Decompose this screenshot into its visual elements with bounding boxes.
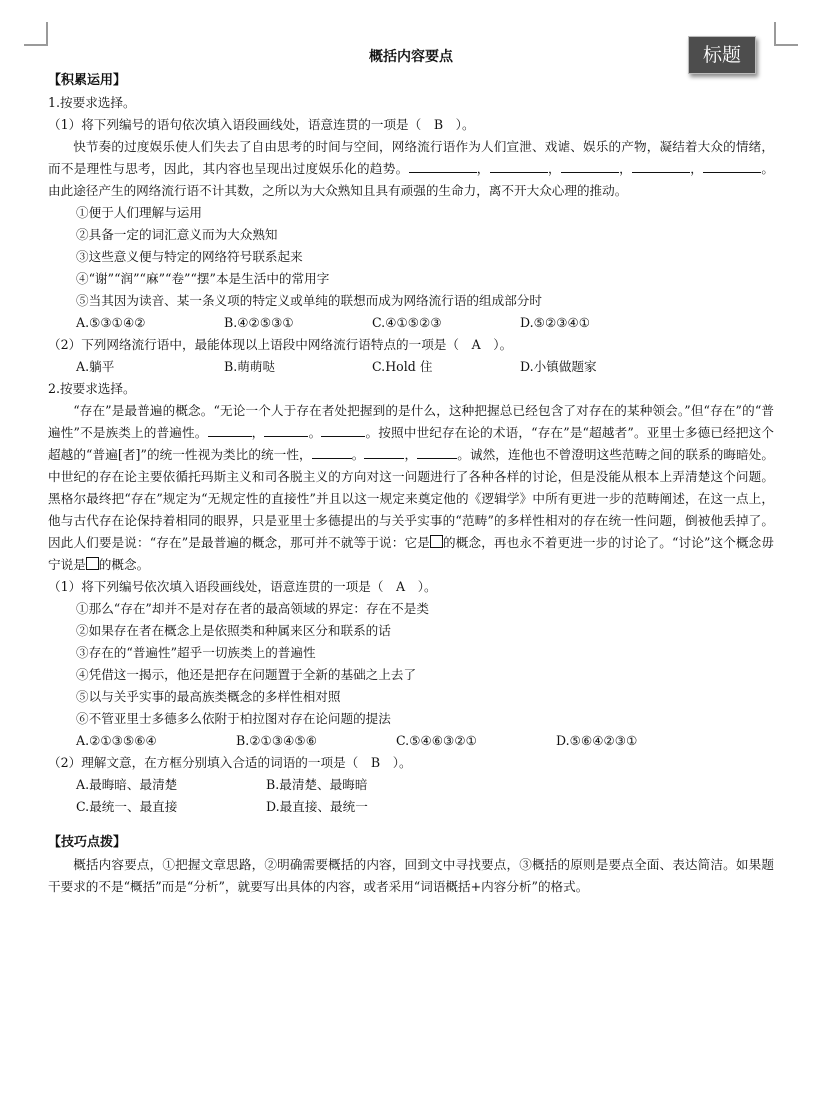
answer-blank xyxy=(490,158,548,173)
document-title: 概括内容要点 xyxy=(369,49,453,65)
question-2-sub-2: （2）理解文意，在方框分别填入合适的词语的一项是（ B ）。 xyxy=(48,755,412,770)
question-2-options-1 xyxy=(48,730,774,752)
passage-text-1: “存在”是最普遍的概念。“无论一个人于存在者处把握到的是什么，这种把握总已经包含了对存在的某种领会。”但“存在”的“普遍性”不是族类上的普遍性。 xyxy=(48,403,774,440)
answer-blank xyxy=(364,444,404,459)
sentence-item: ④“谢”“润”“麻”“卷”“摆”本是生活中的常用字 xyxy=(76,271,330,286)
sentence-item: ①便于人们理解与运用 xyxy=(76,205,202,220)
question-2-label: 2.按要求选择。 xyxy=(48,381,136,396)
option-b: B.最清楚、最晦暗 xyxy=(266,777,368,792)
sentence-item: ⑤以与关乎实事的最高族类概念的多样性相对照 xyxy=(76,689,341,704)
option-c: C.Hold 住 xyxy=(372,359,433,374)
option-b: B.萌萌哒 xyxy=(224,359,276,374)
option-a: A.最晦暗、最清楚 xyxy=(76,777,178,792)
title-tag-badge[interactable]: 标题 xyxy=(688,36,756,74)
answer-blank xyxy=(703,158,761,173)
option-a: A.躺平 xyxy=(76,359,115,374)
section-heading-tips: 【技巧点拨】 xyxy=(48,835,127,850)
option-c: C.④①⑤②③ xyxy=(372,315,442,330)
answer-blank xyxy=(321,422,365,437)
answer-blank xyxy=(561,158,619,173)
option-d: D.最直接、最统一 xyxy=(266,799,368,814)
question-1-passage: 快节奏的过度娱乐使人们失去了自由思考的时间与空间，网络流行语作为人们宣泄、戏谑、娱乐的产物，凝结着大众的情绪，而不是理性与思考，因此，其内容也呈现出过度娱乐化的趋势。 ， ， ， ， 。由此途径产生的网络流行语不计其数，之所以为大众熟知且具有顽强的生命力，离不开大众心理的推动。 xyxy=(48,139,774,198)
option-d: D.小镇做题家 xyxy=(520,359,597,374)
question-1-options-2 xyxy=(48,356,774,378)
answer-blank xyxy=(417,444,457,459)
answer-blank xyxy=(264,422,308,437)
passage-text-2: 。按照中世纪存在论的术语，“存在”是“超越者”。亚里士多德已经把这个超越的“普遍[者]”的统一性视为类比的统一性， xyxy=(48,425,774,462)
sentence-item: ①那么“存在”却并不是对存在者的最高领域的界定：存在不是类 xyxy=(76,601,429,616)
answer-box xyxy=(430,535,443,548)
question-1-sub-1: （1）将下列编号的语句依次填入语段画线处，语意连贯的一项是（ B ）。 xyxy=(48,117,475,132)
answer-blank xyxy=(409,158,477,173)
passage-text-5: 的概念。 xyxy=(98,557,150,572)
sentence-item: ③这些意义便与特定的网络符号联系起来 xyxy=(76,249,303,264)
passage-text-b: 。由此途径产生的网络流行语不计其数，之所以为大众熟知且具有顽强的生命力，离不开大众心理的推动。 xyxy=(48,161,774,198)
question-1-options-1 xyxy=(48,312,774,334)
question-2-options-2-row-2 xyxy=(48,796,774,818)
option-b: B.④②⑤③① xyxy=(224,315,294,330)
passage-text-a: 快节奏的过度娱乐使人们失去了自由思考的时间与空间，网络流行语作为人们宣泄、戏谑、娱乐的产物，凝结着大众的情绪，而不是理性与思考，因此，其内容也呈现出过度娱乐化的趋势。 xyxy=(48,139,774,176)
corner-mark-top-right xyxy=(774,22,798,46)
answer-blank xyxy=(312,444,352,459)
sentence-item: ②具备一定的词汇意义而为大众熟知 xyxy=(76,227,278,242)
answer-box xyxy=(86,557,99,570)
tips-paragraph: 概括内容要点，①把握文章思路，②明确需要概括的内容，回到文中寻找要点，③概括的原则是要点全面、表达简洁。如果题干要求的不是“概括”而是“分析”，就要写出具体的内容，或者采用“词语概括+内容分析”的格式。 xyxy=(48,857,774,894)
sentence-item: ④凭借这一揭示，他还是把存在问题置于全新的基础之上去了 xyxy=(76,667,417,682)
option-d: D.⑤②③④① xyxy=(520,315,591,330)
sentence-item: ⑤当其因为读音、某一条义项的特定义或单纯的联想而成为网络流行语的组成部分时 xyxy=(76,293,542,308)
passage-text-3: 诚然，连他也不曾澄明这些范畴之间的联系的晦暗处。中世纪的存在论主要依循托玛斯主义和司各脱主义的方向对这一问题进行了各种各样的讨论，但是没能从根本上弄清楚这个问题。黑格尔最终把“存在”规定为“无规定性的直接性”并且以这一规定来奠定他的《逻辑学》中所有更进一步的范畴阐述，在这一点上，他与古代存在论保持着相同的眼界，只是亚里士多德提出的与关乎实事的“范畴”的多样性相对的存在统一性问题，倒被他丢掉了。因此人们要是说：“存在”是最普遍的概念，那可并不就等于说：它是 xyxy=(48,447,774,550)
sentence-item: ②如果存在者在概念上是依照类和种属来区分和联系的话 xyxy=(76,623,391,638)
section-heading-accumulation: 【积累运用】 xyxy=(48,73,127,88)
option-c: C.最统一、最直接 xyxy=(76,799,178,814)
question-2-passage: “存在”是最普遍的概念。“无论一个人于存在者处把握到的是什么，这种把握总已经包含了对存在的某种领会。”但“存在”的“普遍性”不是族类上的普遍性。 ， 。 。按照中世纪存在论的术语，“存在”是“超越者”。亚里士多德已经把这个超越的“普遍[者]”的统一性视为类比的统一性， 。 ， 。诚然，连他也不曾澄明这些范畴之间的联系的晦暗处。中世纪的存在论主要依循托玛斯主义和司各脱主义的方向对这一问题进行了各种各样的讨论，但是没能从根本上弄清楚这个问题。黑格尔最终把“存在”规定为“无规定性的直接性”并且以这一规定来奠定他的《逻辑学》中所有更进一步的范畴阐述，在这一点上，他与古代存在论保持着相同的眼界，只是亚里士多德提出的与关乎实事的“范畴”的多样性相对的存在统一性问题，倒被他丢掉了。因此人们要是说：“存在”是最普遍的概念，那可并不就等于说：它是 的概念，再也永不着更进一步的讨论了。“讨论”这个概念毋宁说是 的概念。 xyxy=(48,403,774,572)
answer-blank xyxy=(632,158,690,173)
option-a: A.⑤③①④② xyxy=(76,315,146,330)
option-a: A.②①③⑤⑥④ xyxy=(76,733,157,748)
sentence-item: ⑥不管亚里士多德多么依附于柏拉图对存在论问题的提法 xyxy=(76,711,391,726)
document-body xyxy=(48,44,774,898)
question-2-options-2-row-1 xyxy=(48,774,774,796)
passage-text-4: 的概念，再也永不着更进一步的讨论了。“讨论”这个概念毋宁说是 xyxy=(48,535,774,572)
option-c: C.⑤④⑥③②① xyxy=(396,733,477,748)
answer-blank xyxy=(208,422,252,437)
question-2-sub-1: （1）将下列编号依次填入语段画线处，语意连贯的一项是（ A ）。 xyxy=(48,579,437,594)
question-1-sub-2: （2）下列网络流行语中，最能体现以上语段中网络流行语特点的一项是（ A ）。 xyxy=(48,337,513,352)
question-1-label: 1.按要求选择。 xyxy=(48,95,136,110)
option-d: D.⑤⑥④②③① xyxy=(556,733,638,748)
sentence-item: ③存在的“普遍性”超乎一切族类上的普遍性 xyxy=(76,645,316,660)
option-b: B.②①③④⑤⑥ xyxy=(236,733,317,748)
corner-mark-top-left xyxy=(24,22,48,46)
